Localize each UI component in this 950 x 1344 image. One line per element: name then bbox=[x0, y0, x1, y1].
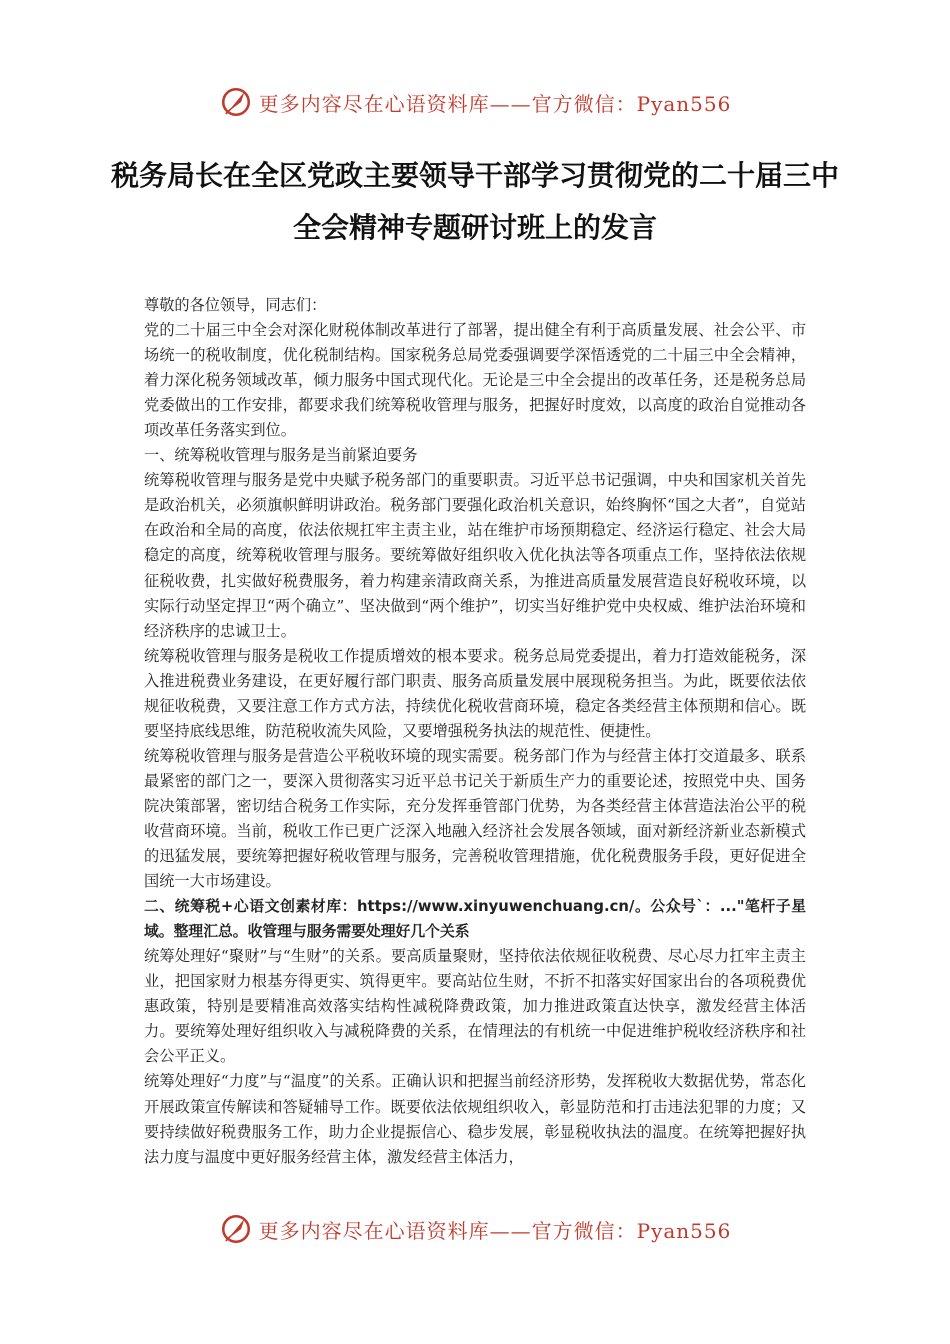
quill-logo-icon bbox=[219, 1212, 253, 1246]
paragraph: 统筹税收管理与服务是党中央赋予税务部门的重要职责。习近平总书记强调，中央和国家机关首先是政治机关，必须旗帜鲜明讲政治。税务部门要强化政治机关意识，始终胸怀“国之大者”，自觉站在政治和全局的高度，依法依规扛牢主责主业，站在维护市场预期稳定、经济运行稳定、社会大局稳定的高度，统筹税收管理与服务。要统筹做好组织收入优化执法等各项重点工作，坚持依法依规征税收费，扎实做好税费服务，着力构建亲清政商关系，为推进高质量发展营造良好税收环境，以实际行动坚定捍卫“两个确立”、坚决做到“两个维护”，切实当好维护党中央权威、维护法治环境和经济秩序的忠诚卫士。 bbox=[144, 471, 806, 640]
quill-logo-icon bbox=[219, 85, 253, 119]
watermark-banner-bottom bbox=[0, 1209, 950, 1249]
section-heading: 一、统筹税收管理与服务是当前紧迫要务 bbox=[144, 446, 418, 465]
paragraph: 党的二十届三中全会对深化财税体制改革进行了部署，提出健全有利于高质量发展、社会公平、市场统一的税收制度，优化税制结构。国家税务总局党委强调要学深悟透党的二十届三中全会精神，着力深化税务领域改革，倾力服务中国式现代化。无论是三中全会提出的改革任务，还是税务总局党委做出的工作安排，都要求我们统筹税收管理与服务，把握好时度效，以高度的政治自觉推动各项改革任务落实到位。 bbox=[144, 321, 806, 440]
paragraph: 尊敬的各位领导，同志们： bbox=[144, 296, 327, 314]
section-heading: 二、统筹税+心语文创素材库：https://www.xinyuwenchuang.cn/。公众号`：..."笔杆子星域。整理汇总。收管理与服务需要处理好几个关系 bbox=[144, 898, 806, 941]
paragraph: 统筹处理好“聚财”与“生财”的关系。要高质量聚财，坚持依法依规征收税费、尽心尽力扛牢主责主业，把国家财力根基夯得更实、筑得更牢。要高站位生财，不折不扣落实好国家出台的各项税费优惠政策，特别是要精准高效落实结构性减税降费政策，加力推进政策直达快享，激发经营主体活力。要统筹处理好组织收入与减税降费的关系，在情理法的有机统一中促进维护税收经济秩序和社会公平正义。 bbox=[144, 947, 806, 1066]
paragraph: 统筹税收管理与服务是营造公平税收环境的现实需要。税务部门作为与经营主体打交道最多、联系最紧密的部门之一，要深入贯彻落实习近平总书记关于新质生产力的重要论述，按照党中央、国务院决策部署，密切结合税务工作实际，充分发挥垂管部门优势，为各类经营主体营造法治公平的税收营商环境。当前，税收工作已更广泛深入地融入经济社会发展各领域，面对新经济新业态新模式的迅猛发展，要统筹把握好税收管理与服务，完善税收管理措施，优化税费服务手段，更好促进全国统一大市场建设。 bbox=[144, 746, 806, 891]
banner-text: 更多内容尽在心语资料库——官方微信：Pyan556 bbox=[258, 91, 732, 116]
document-title: 税务局长在全区党政主要领导干部学习贯彻党的二十届三中全会精神专题研讨班上的发言 bbox=[110, 159, 839, 244]
watermark-banner-top bbox=[0, 82, 950, 122]
paragraph: 统筹税收管理与服务是税收工作提质增效的根本要求。税务总局党委提出，着力打造效能税务，深入推进税费业务建设，在更好履行部门职责、服务高质量发展中展现税务担当。为此，既要依法依规征收税费，又要注意工作方式方法，持续优化税收营商环境，稳定各类经营主体预期和信心。既要坚持底线思维，防范税收流失风险，又要增强税务执法的规范性、便捷性。 bbox=[144, 646, 806, 740]
document-body bbox=[144, 293, 806, 1170]
banner-text: 更多内容尽在心语资料库——官方微信：Pyan556 bbox=[258, 1218, 732, 1243]
paragraph: 统筹处理好“力度”与“温度”的关系。正确认识和把握当前经济形势，发挥税收大数据优势，常态化开展政策宣传解读和答疑辅导工作。既要依法依规组织收入，彰显防范和打击违法犯罪的力度；又要持续做好税费服务工作，助力企业提振信心、稳步发展，彰显税收执法的温度。在统筹把握好执法力度与温度中更好服务经营主体，激发经营主体活力， bbox=[144, 1072, 806, 1166]
